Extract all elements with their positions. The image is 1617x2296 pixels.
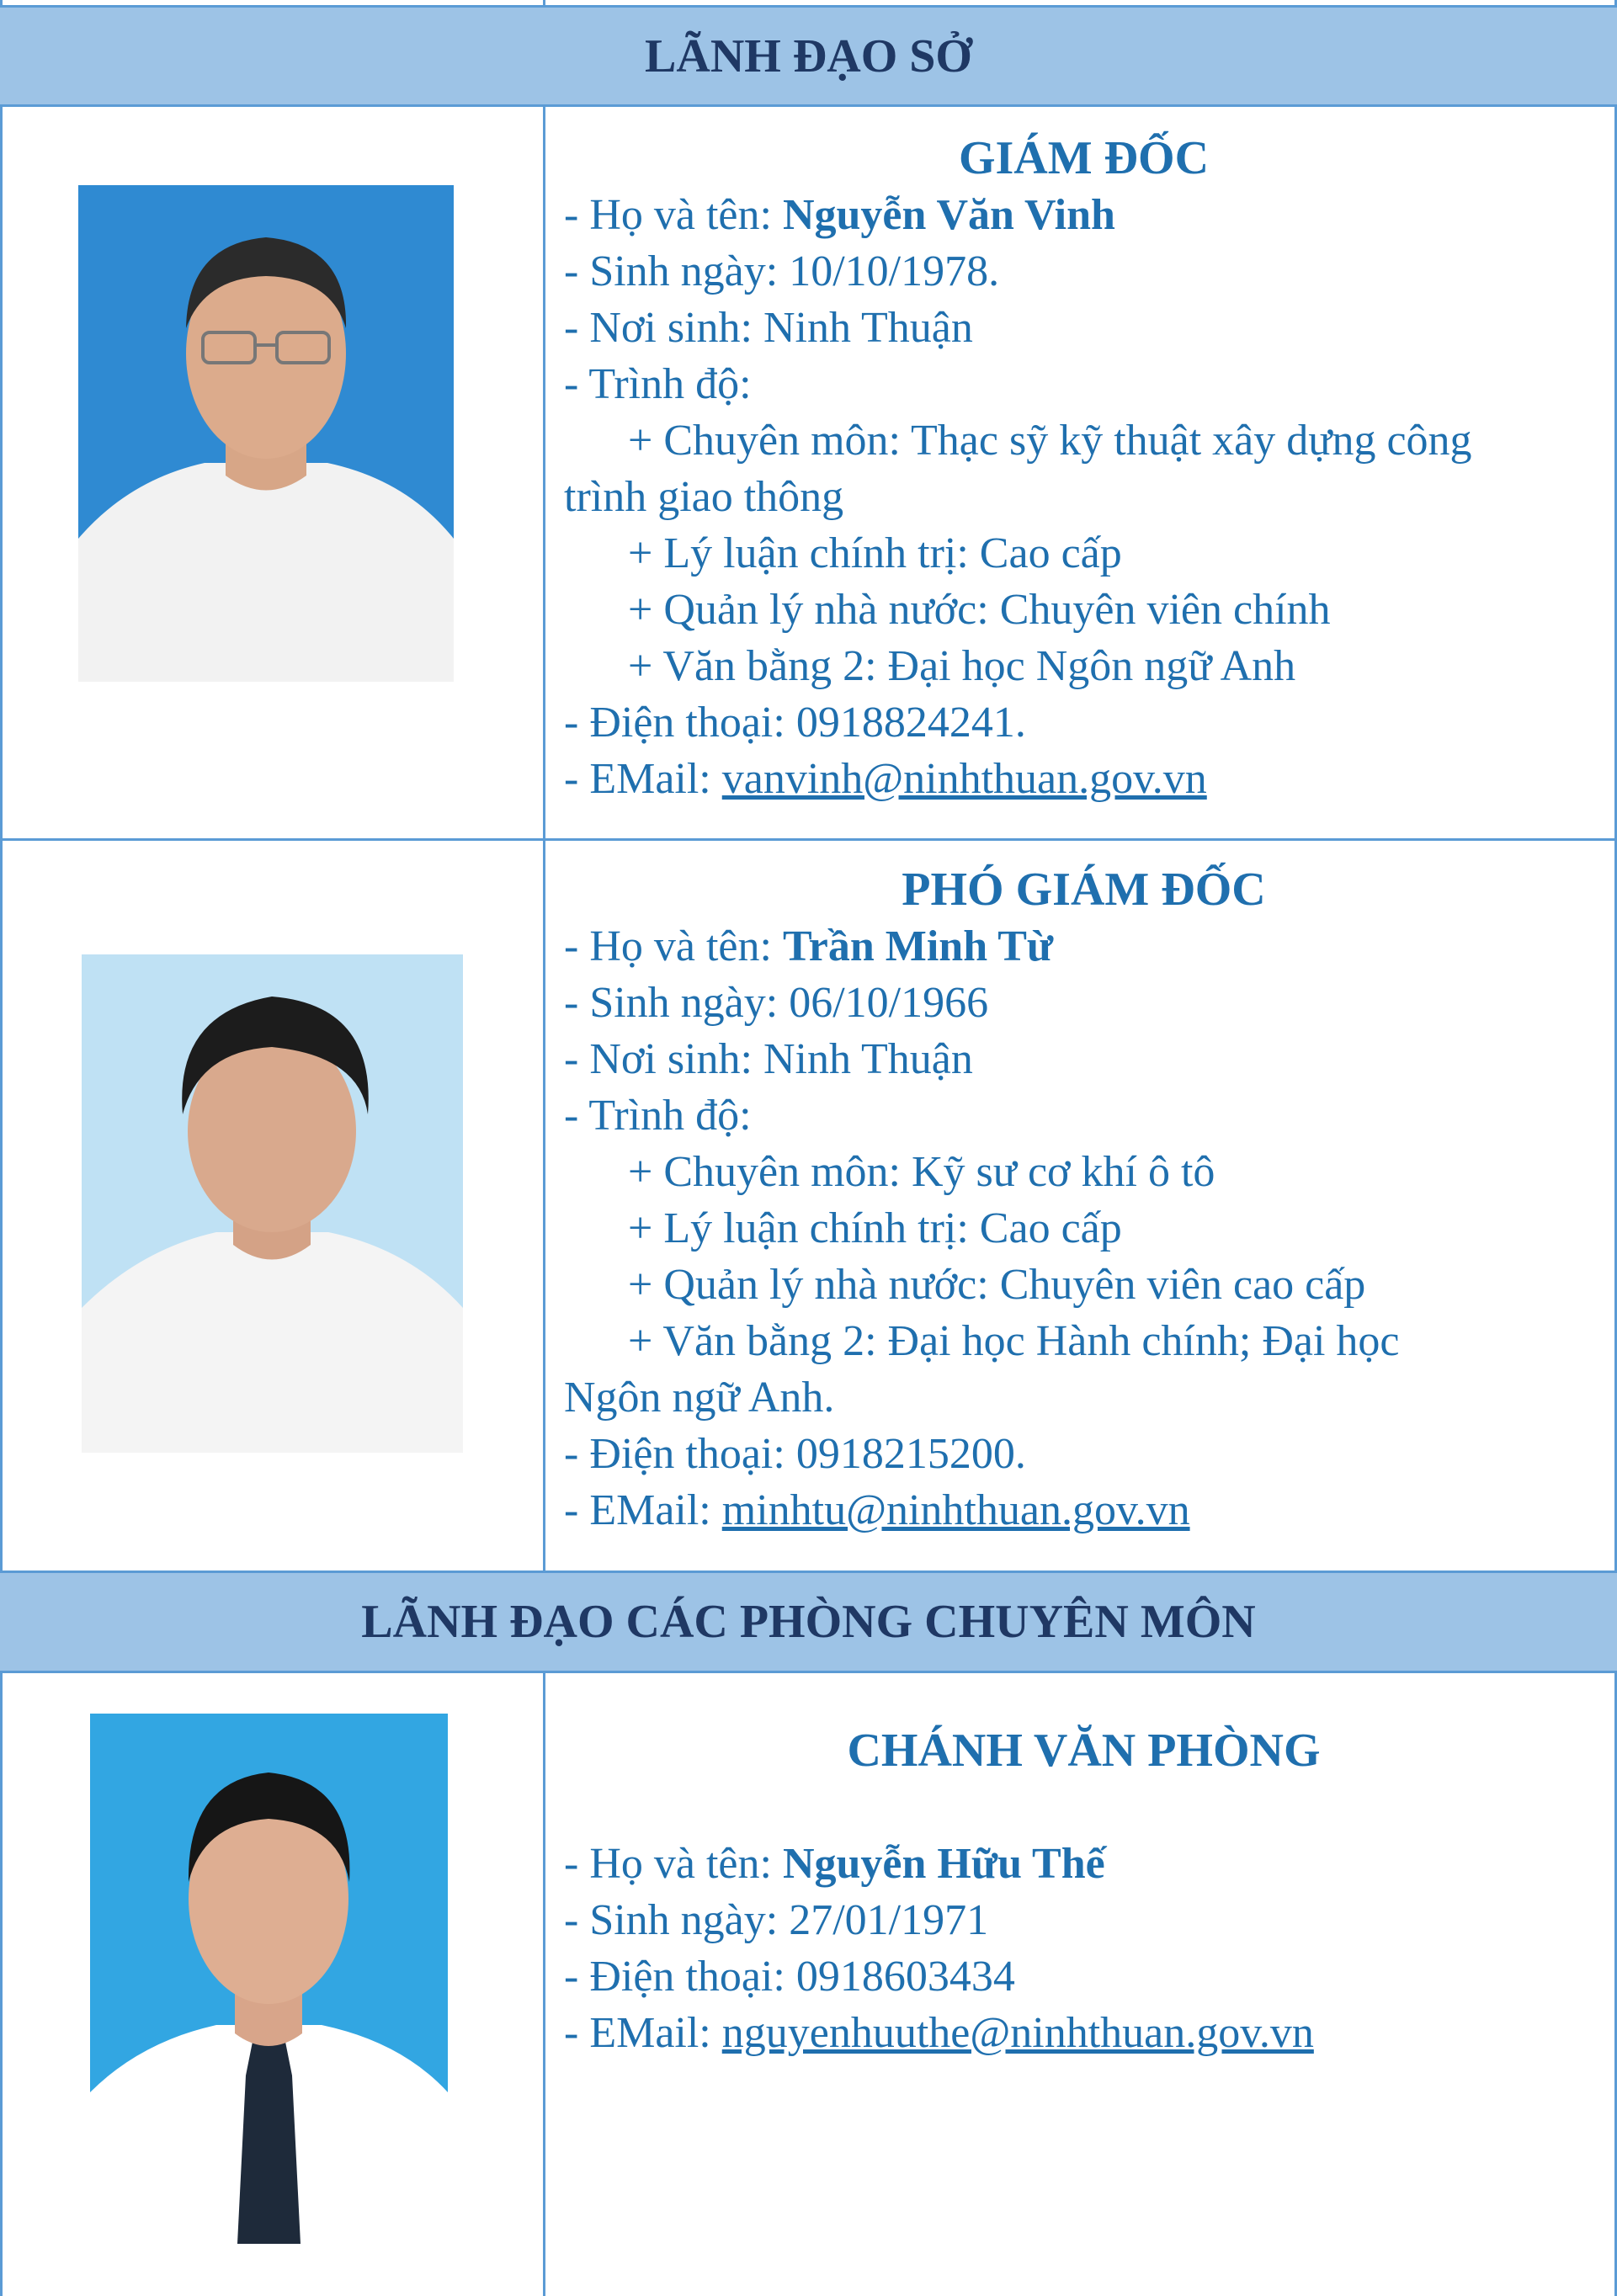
email-link[interactable]: minhtu@ninhthuan.gov.vn <box>721 1486 1190 1534</box>
second-degree-line-2: Ngôn ngữ Anh. <box>564 1374 835 1422</box>
name-label: - Họ và tên: <box>564 1840 783 1888</box>
portrait-photo-office-chief <box>90 1714 448 2244</box>
portrait-image <box>82 954 463 1453</box>
email-link[interactable]: nguyenhuuthe@ninhthuan.gov.vn <box>721 2009 1314 2057</box>
name-line <box>564 1836 1604 1892</box>
person-info-director <box>564 130 1604 807</box>
political-theory: + Lý luận chính trị: Cao cấp <box>628 529 1122 577</box>
birthplace: - Nơi sinh: Ninh Thuận <box>564 304 973 352</box>
section-header-leadership <box>0 5 1617 107</box>
birthplace: - Nơi sinh: Ninh Thuận <box>564 1035 973 1083</box>
portrait-photo-deputy-director <box>82 954 463 1453</box>
phone: - Điện thoại: 0918824241. <box>564 699 1026 747</box>
state-management: + Quản lý nhà nước: Chuyên viên cao cấp <box>628 1261 1366 1309</box>
person-row-office-chief <box>0 1673 1617 2296</box>
person-name: Nguyễn Hữu Thế <box>782 1840 1105 1888</box>
email-line <box>564 2005 1604 2061</box>
second-degree: + Văn bằng 2: Đại học Ngôn ngữ Anh <box>628 642 1296 690</box>
email-link[interactable]: vanvinh@ninhthuan.gov.vn <box>721 755 1207 803</box>
section-title: LÃNH ĐẠO SỞ <box>645 29 972 82</box>
birth-date: - Sinh ngày: 06/10/1966 <box>564 979 989 1027</box>
name-line <box>564 187 1604 243</box>
name-line <box>564 918 1604 975</box>
second-degree-line-1: + Văn bằng 2: Đại học Hành chính; Đại học <box>628 1317 1400 1365</box>
person-name: Trần Minh Từ <box>782 922 1054 970</box>
name-label: - Họ và tên: <box>564 922 783 970</box>
phone: - Điện thoại: 0918215200. <box>564 1430 1026 1478</box>
person-role: GIÁM ĐỐC <box>958 132 1210 184</box>
person-row-director <box>0 107 1617 839</box>
person-name: Nguyễn Văn Vinh <box>782 191 1115 239</box>
education-label: - Trình độ: <box>564 360 752 408</box>
email-label: - EMail: <box>564 755 722 803</box>
birth-date: - Sinh ngày: 27/01/1971 <box>564 1896 989 1944</box>
person-row-deputy-director <box>0 841 1617 1571</box>
specialty: + Chuyên môn: Kỹ sư cơ khí ô tô <box>628 1148 1215 1196</box>
email-line <box>564 751 1604 807</box>
email-label: - EMail: <box>564 2009 722 2057</box>
birth-date: - Sinh ngày: 10/10/1978. <box>564 247 1000 295</box>
email-line <box>564 1482 1604 1539</box>
specialty-line-2: trình giao thông <box>564 473 844 521</box>
phone: - Điện thoại: 0918603434 <box>564 1953 1015 2001</box>
person-role: PHÓ GIÁM ĐỐC <box>902 864 1266 916</box>
portrait-image <box>78 185 454 682</box>
state-management: + Quản lý nhà nước: Chuyên viên chính <box>628 586 1331 634</box>
name-label: - Họ và tên: <box>564 191 783 239</box>
person-info-office-chief <box>564 1723 1604 2061</box>
specialty-line-1: + Chuyên môn: Thạc sỹ kỹ thuật xây dựng công <box>628 417 1472 465</box>
section-title: LÃNH ĐẠO CÁC PHÒNG CHUYÊN MÔN <box>361 1596 1256 1648</box>
education-label: - Trình độ: <box>564 1092 752 1140</box>
portrait-image <box>90 1714 448 2244</box>
political-theory: + Lý luận chính trị: Cao cấp <box>628 1204 1122 1252</box>
portrait-photo-director <box>78 185 454 682</box>
person-info-deputy-director <box>564 862 1604 1539</box>
email-label: - EMail: <box>564 1486 722 1534</box>
section-header-departments <box>0 1571 1617 1673</box>
person-role: CHÁNH VĂN PHÒNG <box>847 1725 1321 1777</box>
